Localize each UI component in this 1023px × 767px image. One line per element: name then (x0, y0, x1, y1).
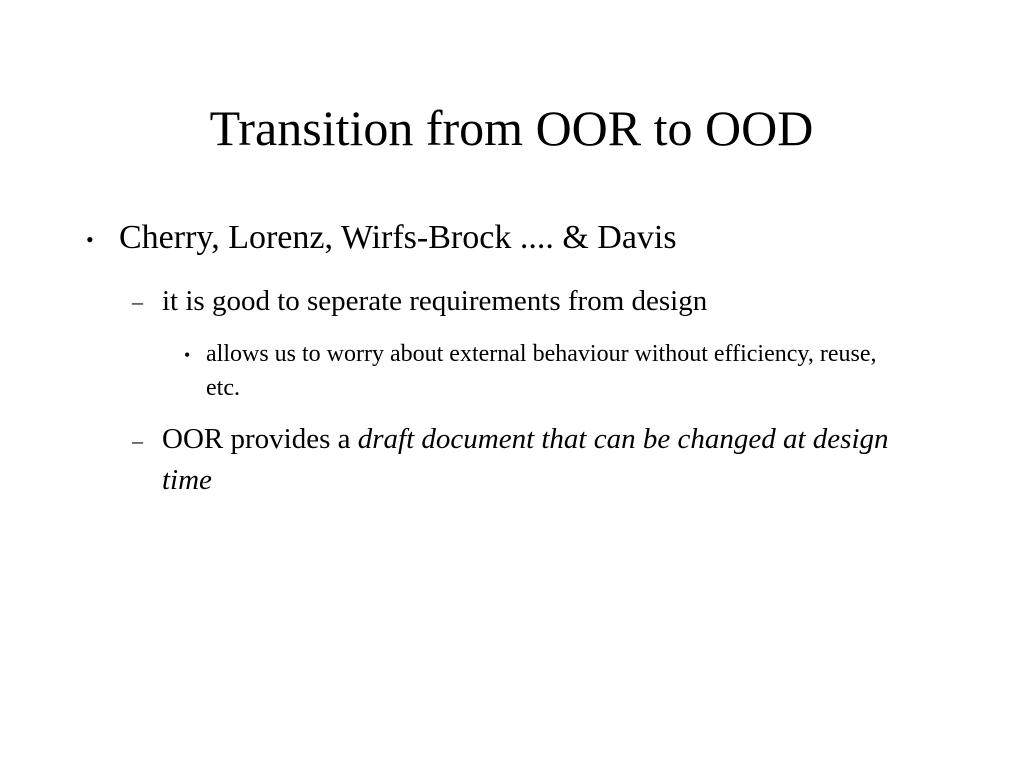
sub-sub-bullet-item: allows us to worry about external behaviour without efficiency, reuse, etc. (206, 341, 877, 401)
sub-sub-bullet-marker: • (184, 345, 191, 365)
sub-bullet-marker: – (132, 428, 143, 453)
slide-title: Transition from OOR to OOD (209, 100, 814, 156)
sub-bullet-item (162, 419, 942, 501)
bullet-item: Cherry, Lorenz, Wirfs-Brock .... & Davis (119, 219, 677, 256)
sub-bullet-item: it is good to seperate requirements from design (162, 285, 708, 317)
sub-bullet-text: OOR provides a (162, 423, 358, 455)
sub-bullet-emphasis: draft document that can be changed at design time (162, 423, 889, 496)
sub-bullet-marker: – (132, 289, 143, 314)
bullet-marker: • (86, 227, 94, 252)
